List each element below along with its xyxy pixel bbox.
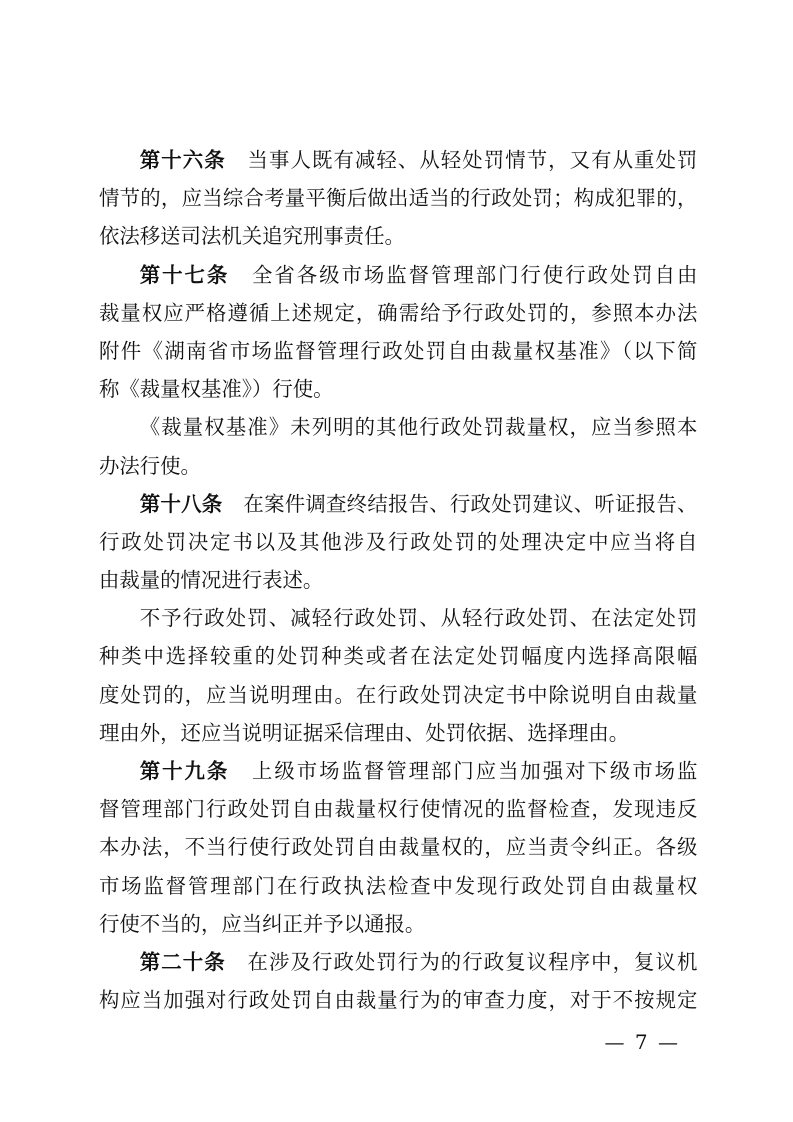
article-number: 第十七条 (139, 262, 230, 287)
article-18-line-1 (99, 485, 697, 523)
article-number: 第十六条 (139, 148, 226, 172)
article-20-line-2: 构应当加强对行政处罚自由裁量行为的审查力度，对于不按规定 (99, 988, 697, 1013)
article-19-line-5: 行使不当的，应当纠正并予以通报。 (99, 911, 426, 936)
line-text: 上级市场监督管理部门应当加强对下级市场监 (249, 759, 697, 783)
article-19-line-1 (99, 752, 697, 790)
article-19-line-4: 市场监督管理部门在行政执法检查中发现行政处罚自由裁量权 (99, 873, 697, 898)
article-18-para-2-line-3: 度处罚的，应当说明理由。在行政处罚决定书中除说明自由裁量 (99, 682, 697, 707)
line-text: 在案件调查终结报告、行政处罚建议、听证报告、 (242, 491, 697, 516)
article-17-para-2-line-2: 办法行使。 (99, 453, 201, 478)
article-17-line-1 (99, 256, 697, 294)
article-20-line-1 (99, 943, 697, 981)
article-19-line-3: 本办法，不当行使行政处罚自由裁量权的，应当责令纠正。各级 (99, 835, 697, 860)
article-17-line-2: 裁量权应严格遵循上述规定，确需给予行政处罚的，参照本办法 (99, 300, 697, 325)
article-16-line-3: 依法移送司法机关追究刑事责任。 (99, 224, 405, 249)
article-17-line-4: 称《裁量权基准》）行使。 (99, 377, 334, 402)
article-17-line-3: 附件《湖南省市场监督管理行政处罚自由裁量权基准》（以下简 (99, 338, 697, 363)
article-19-line-2: 督管理部门行政处罚自由裁量权行使情况的监督检查，发现违反 (99, 797, 697, 822)
page-number: — 7 — (604, 1030, 680, 1054)
line-text: 当事人既有减轻、从轻处罚情节，又有从重处罚 (246, 148, 697, 172)
article-17-para-2-line-1: 《裁量权基准》未列明的其他行政处罚裁量权，应当参照本 (139, 415, 697, 440)
line-text: 全省各级市场监督管理部门行使行政处罚自由 (249, 262, 697, 287)
article-16-line-1 (99, 141, 697, 179)
article-18-para-2-line-1: 不予行政处罚、减轻行政处罚、从轻行政处罚、在法定处罚 (139, 606, 697, 631)
article-number: 第二十条 (139, 949, 226, 974)
article-16-line-2: 情节的，应当综合考量平衡后做出适当的行政处罚；构成犯罪的， (99, 186, 697, 211)
article-number: 第十八条 (139, 491, 223, 516)
document-body (99, 141, 697, 1019)
article-18-line-2: 行政处罚决定书以及其他涉及行政处罚的处理决定中应当将自 (99, 529, 697, 554)
article-18-para-2-line-2: 种类中选择较重的处罚种类或者在法定处罚幅度内选择高限幅 (99, 644, 697, 669)
article-number: 第十九条 (139, 759, 230, 783)
article-18-para-2-line-4: 理由外，还应当说明证据采信理由、处罚依据、选择理由。 (99, 720, 630, 745)
line-text: 在涉及行政处罚行为的行政复议程序中，复议机 (246, 949, 697, 974)
article-18-line-3: 由裁量的情况进行表述。 (99, 568, 324, 593)
